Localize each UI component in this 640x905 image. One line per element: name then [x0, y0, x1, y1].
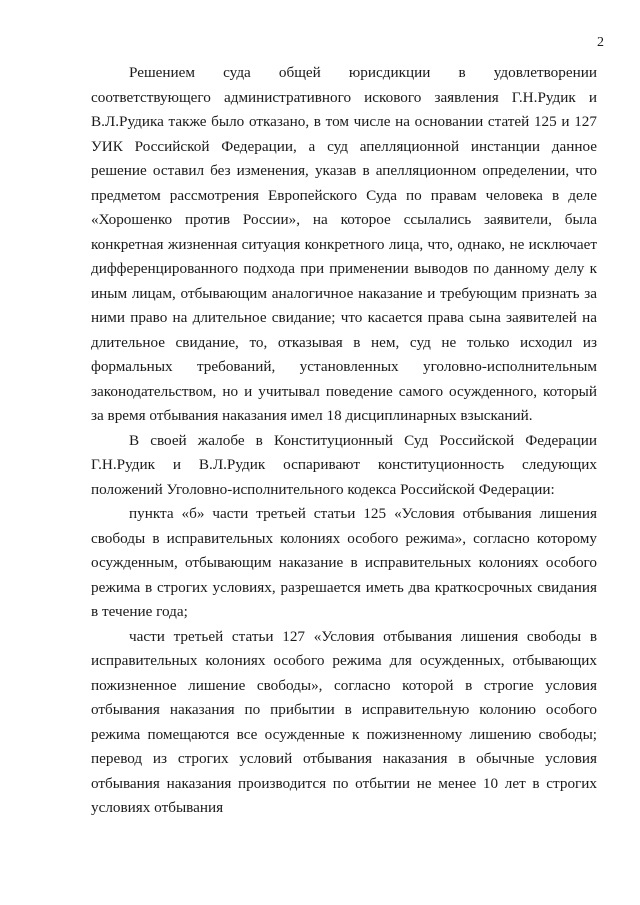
- paragraph-article-125: пункта «б» части третьей статьи 125 «Условия отбывания лишения свободы в исправительных колониях особого режима», согласно которому осужденным, отбывающим наказание в исправительных колониях особого режима в строгих условиях, разрешается иметь два краткосрочных свидания в течение года;: [91, 505, 597, 620]
- document-body: [91, 61, 597, 821]
- paragraph-court-decision: Решением суда общей юрисдикции в удовлетворении соответствующего административного искового заявления Г.Н.Рудик и В.Л.Рудика также было отказано, в том числе на основании статей 125 и 127 УИК Российской Федерации, а суд апелляционной инстанции данное решение оставил без изменения, указав в апелляционном определении, что предметом рассмотрения Европейского Суда по правам человека в деле «Хорошенко против России», на которое ссылались заявители, была конкретная жизненная ситуация конкретного лица, что, однако, не исключает дифференцированного подхода при применении выводов по данному делу к иным лицам, отбывающим аналогичное наказание и требующим признать за ними право на длительное свидание; что касается права сына заявителей на длительное свидание, то, отказывая в нем, суд не только исходил из формальных требований, установленных уголовно-исполнительным законодательством, но и учитывал поведение самого осужденного, который за время отбывания наказания имел 18 дисциплинарных взысканий.: [91, 64, 597, 424]
- page-number: 2: [597, 35, 604, 50]
- paragraph-article-127: части третьей статьи 127 «Условия отбывания лишения свободы в исправительных колониях особого режима для осужденных, отбывающих пожизненное лишение свободы», согласно которой в строгие условия отбывания наказания по прибытии в исправительную колонию особого режима помещаются все осужденные к пожизненному лишению свободы; перевод из строгих условий отбывания наказания в обычные условия отбывания наказания производится по отбытии не менее 10 лет в строгих условиях отбывания: [91, 627, 597, 816]
- paragraph-complaint-intro: В своей жалобе в Конституционный Суд Российской Федерации Г.Н.Рудик и В.Л.Рудик оспаривают конституционность следующих положений Уголовно-исполнительного кодекса Российской Федерации:: [91, 431, 597, 498]
